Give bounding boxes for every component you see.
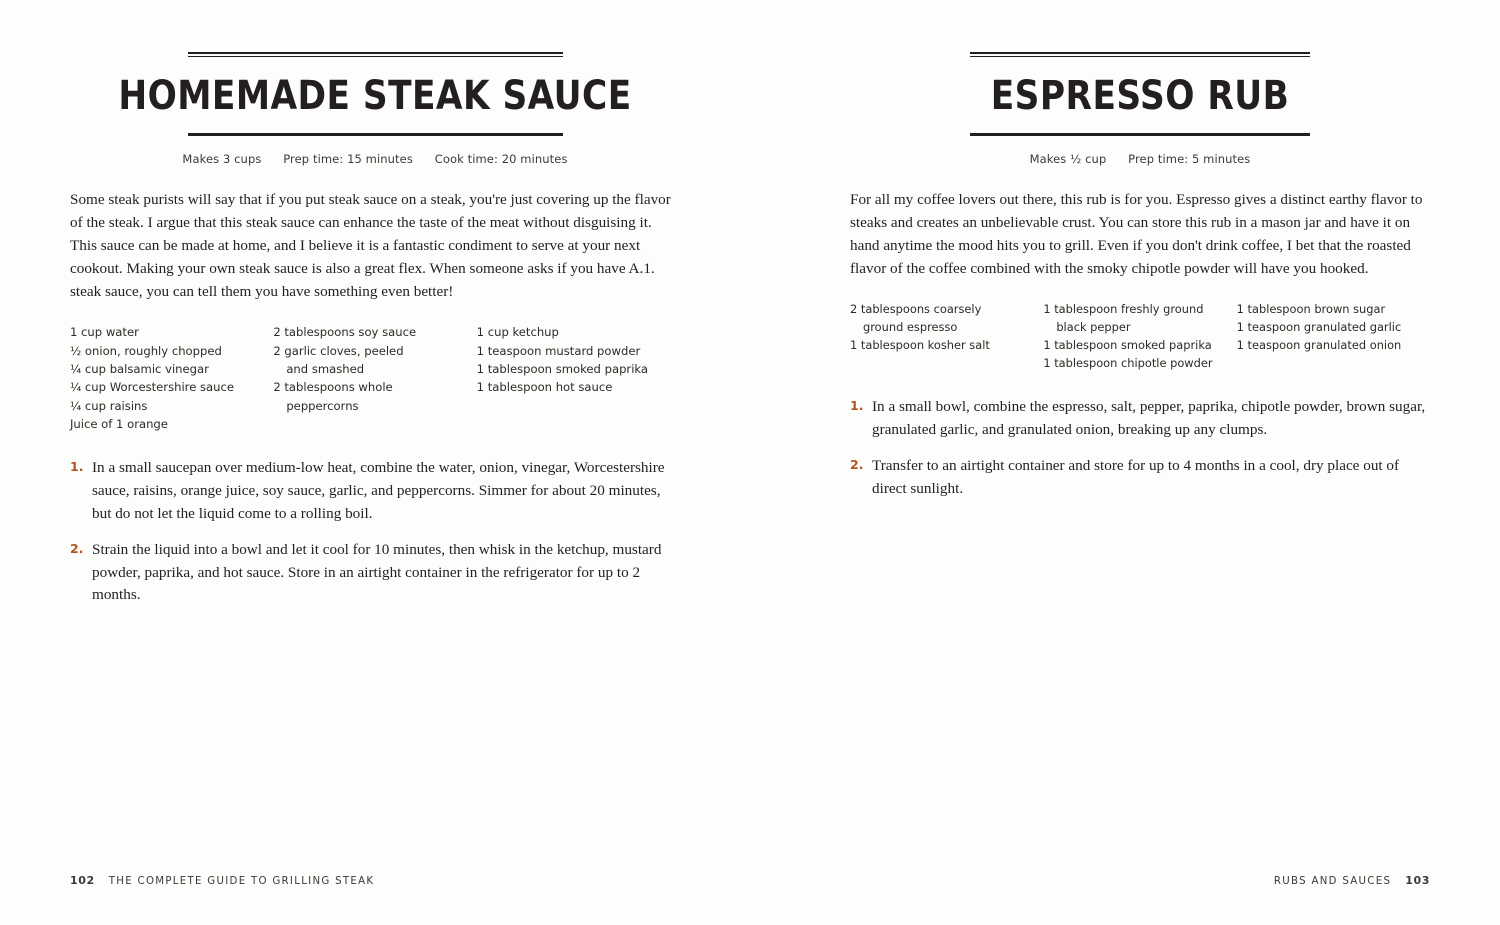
- step-number: 2.: [850, 457, 864, 473]
- ingredient-item: ¼ cup raisins: [70, 398, 148, 413]
- meta-prep-time: Prep time: 5 minutes: [1128, 152, 1251, 166]
- rule-thick: [188, 52, 563, 54]
- meta-prep-time: Prep time: 15 minutes: [283, 152, 413, 166]
- page-title-left: HOMEMADE STEAK SAUCE: [118, 73, 632, 119]
- recipe-steps-left: [70, 457, 680, 607]
- rule-thin: [970, 56, 1310, 57]
- ingredient-item-continuation: peppercorns: [286, 398, 359, 413]
- page-footer-right: [1274, 874, 1430, 887]
- recipe-title-block-left: [70, 52, 680, 136]
- ingredient-item: 2 tablespoons soy sauce: [273, 325, 417, 340]
- recipe-intro-right: For all my coffee lovers out there, this rub is for you. Espresso gives a distinct earthy flavor to steaks and creates an unbelievable crust. You can store this rub in a mason jar and have it on hand anytime the mood hits you to grill. Even if you don't drink coffee, I bet that the roasted flavor of the coffee combined with the smoky chipotle powder will have you hooked.: [850, 191, 1423, 278]
- ingredient-item: 1 tablespoon smoked paprika: [1043, 338, 1212, 353]
- running-head: THE COMPLETE GUIDE TO GRILLING STEAK: [108, 876, 375, 887]
- ingredient-item: ½ onion, roughly chopped: [70, 343, 222, 358]
- step-text: In a small bowl, combine the espresso, salt, pepper, paprika, chipotle powder, brown sugar, granulated garlic, and granulated onion, breaking up any clumps.: [872, 398, 1426, 439]
- step-text: Transfer to an airtight container and store for up to 4 months in a cool, dry place out of direct sunlight.: [872, 457, 1400, 497]
- recipe-step: [70, 539, 680, 607]
- ingredient-column: [273, 323, 476, 433]
- recipe-step: [850, 455, 1430, 501]
- meta-cook-time: Cook time: 20 minutes: [434, 152, 568, 166]
- ingredient-item: 1 tablespoon brown sugar: [1236, 302, 1386, 317]
- step-number: 1.: [70, 459, 84, 475]
- page-title-right: ESPRESSO RUB: [990, 73, 1290, 119]
- meta-yield: Makes 3 cups: [182, 152, 262, 166]
- ingredient-item: 1 cup water: [70, 325, 139, 340]
- ingredient-item: 1 teaspoon granulated garlic: [1236, 320, 1402, 335]
- recipe-steps-right: [850, 396, 1430, 500]
- page-right: [750, 0, 1500, 925]
- ingredient-item: 1 tablespoon hot sauce: [476, 380, 613, 395]
- ingredient-item-continuation: black pepper: [1056, 320, 1131, 335]
- ingredient-item: Juice of 1 orange: [70, 417, 168, 432]
- ingredient-item: 1 teaspoon mustard powder: [476, 343, 641, 358]
- ingredient-item: 2 garlic cloves, peeled: [273, 343, 404, 358]
- recipe-intro-left: Some steak purists will say that if you put steak sauce on a steak, you're just covering up the flavor of the steak. I argue that this steak sauce can enhance the taste of the meat without disguising it. This sauce can be made at home, and I believe it is a fantastic condiment to serve at your next cookout. Making your own steak sauce is also a great flex. When someone asks if you have A.1. steak sauce, you can tell them you have something even better!: [70, 191, 671, 301]
- step-number: 2.: [70, 540, 84, 556]
- title-rule-bottom-left: [188, 133, 563, 136]
- page-number: 102: [70, 874, 95, 887]
- rule-thick: [188, 134, 563, 136]
- ingredient-list-left: [70, 323, 680, 433]
- title-rule-top-left: [188, 52, 563, 57]
- rule-thin: [188, 56, 563, 57]
- ingredient-item: 1 cup ketchup: [476, 325, 559, 340]
- rule-thick: [970, 52, 1310, 54]
- ingredient-item-continuation: and smashed: [286, 362, 365, 377]
- ingredient-item: 1 teaspoon granulated onion: [1236, 338, 1402, 353]
- ingredient-item: ¼ cup Worcestershire sauce: [70, 380, 235, 395]
- step-number: 1.: [850, 398, 864, 414]
- page-footer-left: [70, 874, 374, 887]
- ingredient-list-right: [850, 300, 1430, 372]
- recipe-step: [850, 396, 1430, 442]
- step-text: In a small saucepan over medium-low heat, combine the water, onion, vinegar, Worcestershire sauce, raisins, orange juice, soy sauce, garlic, and peppercorns. Simmer for about 20 minutes, but do not let the liquid come to a rolling boil.: [92, 459, 665, 522]
- ingredient-column: [477, 323, 680, 433]
- ingredient-item: 1 tablespoon chipotle powder: [1043, 356, 1213, 371]
- rule-thick: [970, 134, 1310, 136]
- ingredient-item: 1 tablespoon smoked paprika: [476, 362, 649, 377]
- page-number: 103: [1405, 874, 1430, 887]
- ingredient-item-continuation: ground espresso: [863, 320, 958, 335]
- running-head: RUBS AND SAUCES: [1273, 876, 1392, 887]
- meta-yield: Makes ½ cup: [1029, 152, 1107, 166]
- ingredient-item: 2 tablespoons coarsely: [850, 302, 982, 317]
- ingredient-item: ¼ cup balsamic vinegar: [70, 362, 209, 377]
- step-text: Strain the liquid into a bowl and let it cool for 10 minutes, then whisk in the ketchup, mustard powder, paprika, and hot sauce. Store in an airtight container in the refrigerator for up to 2 months.: [92, 540, 662, 604]
- ingredient-column: [70, 323, 273, 433]
- recipe-meta-left: [70, 152, 680, 166]
- title-rule-bottom-right: [970, 133, 1310, 136]
- ingredient-column: [1237, 300, 1430, 372]
- title-rule-top-right: [970, 52, 1310, 57]
- ingredient-item: 1 tablespoon freshly ground: [1043, 302, 1204, 317]
- ingredient-column: [1043, 300, 1236, 372]
- recipe-step: [70, 457, 680, 525]
- ingredient-column: [850, 300, 1043, 372]
- recipe-meta-right: [850, 152, 1430, 166]
- recipe-title-block-right: [850, 52, 1430, 136]
- ingredient-item: 2 tablespoons whole: [273, 380, 393, 395]
- ingredient-item: 1 tablespoon kosher salt: [850, 338, 990, 353]
